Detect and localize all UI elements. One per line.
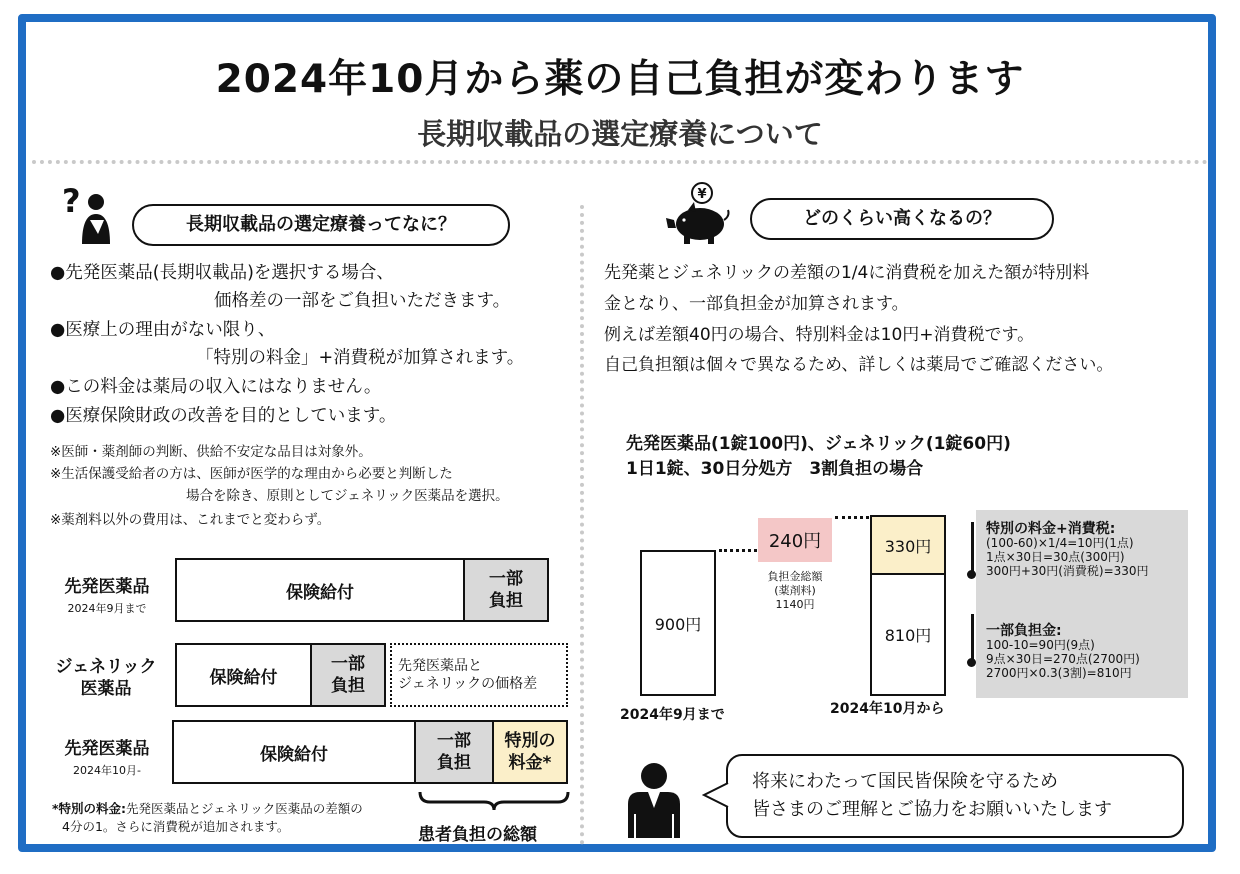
- row1-label: 先発医薬品 2024年9月まで: [64, 577, 150, 615]
- dotted-connector-2: [835, 516, 869, 519]
- explanation-line-4: 自己負担額は個々で異なるため、詳しくは薬局でご確認ください。: [604, 355, 1114, 375]
- copay-calculation: 一部負担金: 100-10=90円(9点) 9点×30日=270点(2700円) 2700円×0.3(3割)=810円: [986, 623, 1140, 680]
- note-2: ※生活保護受給者の方は、医師が医学的な理由から必要と判断した: [50, 466, 453, 482]
- row3-insurance-benefit: 保険給付: [172, 720, 416, 784]
- explanation-line-2: 金となり、一部負担金が加算されます。: [604, 294, 909, 314]
- note-3: 場合を除き、原則としてジェネリック医薬品を選択。: [186, 488, 509, 504]
- horizontal-divider: [32, 160, 1208, 164]
- total-bracket-icon: [416, 790, 572, 814]
- note-1: ※医師・薬剤師の判断、供給不安定な品目は対象外。: [50, 444, 372, 460]
- piggy-bank-icon: [664, 180, 732, 246]
- vertical-divider: [580, 205, 584, 845]
- dotted-connector-1: [719, 549, 757, 552]
- row3-special-fee: 特別の 料金*: [492, 720, 568, 784]
- row1-insurance-benefit: 保険給付: [175, 558, 465, 622]
- bullet-3: ●この料金は薬局の収入にはなりません。: [50, 377, 382, 397]
- total-copay-label: 患者負担の総額: [418, 825, 537, 845]
- row2-insurance-benefit: 保険給付: [175, 643, 312, 707]
- bullet-1-line2: 価格差の一部をご負担いただきます。: [214, 291, 511, 311]
- bullet-2-line1: ●医療上の理由がない限り、: [50, 320, 276, 340]
- explanation-line-3: 例えば差額40円の場合、特別料金は10円+消費税です。: [604, 325, 1035, 345]
- svg-text:?: ?: [62, 182, 81, 220]
- row2-label: ジェネリック 医薬品: [55, 657, 157, 699]
- page-title: 2024年10月から薬の自己負担が変わります: [215, 57, 1025, 102]
- label-after: 2024年10月から: [830, 701, 945, 717]
- difference-240-box: 240円: [758, 518, 832, 562]
- row3-copay: 一部 負担: [414, 720, 494, 784]
- special-fee-calculation: 特別の料金+消費税: (100-60)×1/4=10円(1点) 1点×30日=30点(300円) 300円+30円(消費税)=330円: [986, 521, 1149, 578]
- bar-before: 900円: [640, 550, 716, 696]
- left-section-heading: 長期収載品の選定療養ってなに？: [132, 204, 510, 246]
- explanation-line-1: 先発薬とジェネリックの差額の1/4に消費税を加えた額が特別料: [604, 263, 1090, 283]
- page-subtitle: 長期収載品の選定療養について: [417, 117, 823, 151]
- bar-after-copay: 810円: [870, 573, 946, 696]
- closing-message: 将来にわたって国民皆保険を守るため 皆さまのご理解とご協力をお願いいたします: [752, 771, 1112, 820]
- calc-bracket-1-dot: [967, 570, 976, 579]
- special-fee-footnote: *特別の料金:先発医薬品とジェネリック医薬品の差額の 4分の1。さらに消費税が追加されます。: [52, 801, 363, 834]
- svg-text:¥: ¥: [697, 187, 707, 202]
- note-4: ※薬剤料以外の費用は、これまでと変わらず。: [50, 512, 331, 528]
- calc-bracket-2-dot: [967, 658, 976, 667]
- speech-bubble-tail-icon: [702, 782, 730, 808]
- price-difference-box: 先発医薬品と ジェネリックの価格差: [390, 643, 568, 707]
- total-cost-label: 負担金総額 (薬剤料) 1140円: [767, 570, 823, 611]
- row1-copay: 一部 負担: [463, 558, 549, 622]
- bullet-2-line2: 「特別の料金」+消費税が加算されます。: [196, 348, 525, 368]
- pharmacist-icon: [620, 760, 688, 840]
- question-person-icon: [60, 182, 120, 248]
- right-section-heading: どのくらい高くなるの？: [750, 198, 1054, 240]
- bullet-1-line1: ●先発医薬品(長期収載品)を選択する場合、: [50, 263, 394, 283]
- row2-copay: 一部 負担: [310, 643, 386, 707]
- label-before: 2024年9月まで: [620, 707, 725, 723]
- bar-after-special-fee: 330円: [870, 515, 946, 575]
- example-conditions: 先発医薬品(1錠100円)、ジェネリック(1錠60円) 1日1錠、30日分処方 3割負担の場合: [626, 434, 1011, 479]
- row3-label: 先発医薬品 2024年10月-: [64, 739, 150, 777]
- bullet-4: ●医療保険財政の改善を目的としています。: [50, 406, 397, 426]
